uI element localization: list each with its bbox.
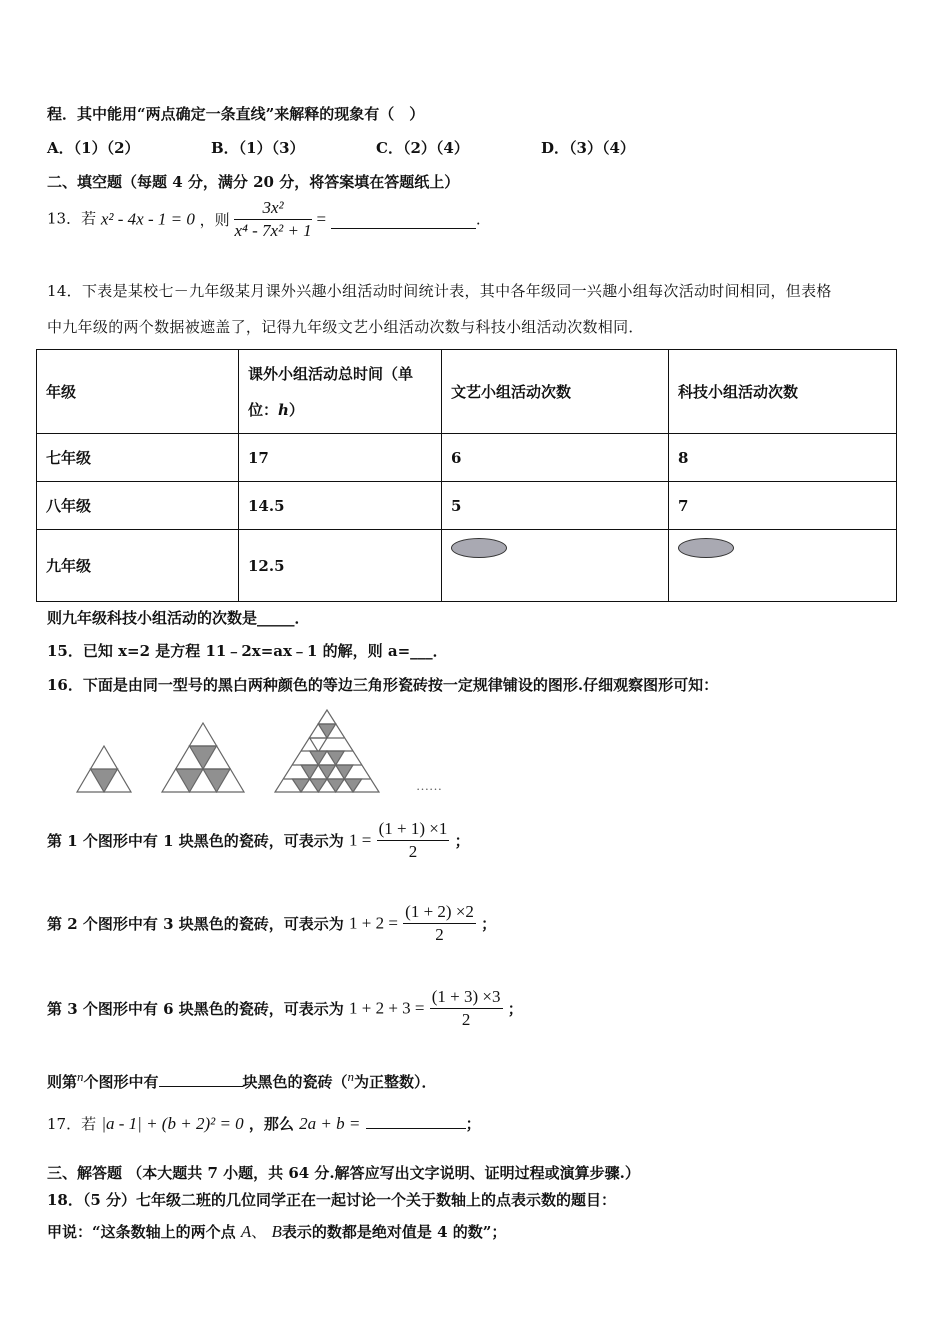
q16-final	[47, 1069, 437, 1092]
q12-option-d[interactable]: D．（3）（4）	[541, 139, 635, 157]
q16-line-3-fraction	[430, 986, 503, 1031]
q13-fraction	[234, 197, 311, 242]
q18-point-a: A	[240, 1222, 252, 1241]
section-2-heading: 二、填空题（每题 4 分，满分 20 分，将答案填在答题纸上）	[47, 173, 460, 191]
table-header-cell	[239, 350, 442, 434]
q13-middle: ，则	[199, 211, 230, 229]
q16-line-2-denominator: 2	[435, 925, 444, 944]
q14-line1: 14．下表是某校七－九年级某月课外兴趣小组活动时间统计表，其中各年级同一兴趣小组每次活动时间相同，但表格	[47, 282, 832, 300]
q17-middle: ，那么	[248, 1115, 294, 1133]
q16-line-1-lhs: 1 =	[349, 830, 372, 850]
q17	[47, 1113, 481, 1134]
q16-line-3-end: ；	[507, 1000, 523, 1018]
table-cell-tech: 7	[669, 482, 897, 530]
triangle-tiles-figure	[70, 706, 470, 798]
q16-intro: 16．下面是由同一型号的黑白两种颜色的等边三角形瓷砖按一定规律铺设的图形.仔细观察图形可知：	[47, 676, 719, 694]
q15-text: 15．已知 x=2 是方程 11﹣2x=ax﹣1 的解，则 a=___．	[47, 642, 448, 660]
table-cell-art: 6	[442, 434, 669, 482]
q16-line-2-fraction	[403, 901, 476, 946]
q12-tail: 程．其中能用“两点确定一条直线”来解释的现象有（ ）	[47, 105, 425, 123]
q16-line-1-numerator: (1 + 1) ×1	[377, 818, 450, 841]
table-row	[37, 530, 897, 602]
q16-line-3-text: 第 3 个图形中有 6 块黑色的瓷砖，可表示为	[47, 1000, 344, 1018]
q16-line-2-lhs: 1 + 2 =	[349, 913, 398, 933]
q13-prefix: 13．若	[47, 209, 97, 228]
triangle-figure-1	[77, 746, 131, 792]
q12-option-a[interactable]: A．（1）（2）	[47, 139, 140, 157]
figure-ellipsis: ……	[416, 778, 442, 793]
q16-final-b: 个图形中有	[83, 1073, 159, 1091]
table-header-cell: 科技小组活动次数	[669, 350, 897, 434]
q16-line-1-denominator: 2	[408, 842, 418, 861]
q17-answer-blank[interactable]	[366, 1127, 466, 1129]
table-cell-tech-covered	[669, 530, 897, 602]
q12-option-c[interactable]: C．（2）（4）	[376, 139, 469, 157]
q16-line-2-end: ；	[481, 915, 497, 933]
q16-line-1-text: 第 1 个图形中有 1 块黑色的瓷砖，可表示为	[47, 832, 344, 850]
q18-line2-b: 表示的数都是绝对值是 4 的数”；	[281, 1223, 507, 1241]
q16-final-a: 则第	[47, 1073, 78, 1091]
table-cell-art: 5	[442, 482, 669, 530]
q17-end: ；	[465, 1115, 481, 1133]
q18-line1: 18．（5 分）七年级二班的几位同学正在一起讨论一个关于数轴上的点表示数的题目：	[47, 1191, 617, 1209]
q16-line-2-text: 第 2 个图形中有 3 块黑色的瓷砖，可表示为	[47, 915, 344, 933]
q17-expression: |a - 1| + (b + 2)² = 0	[101, 1114, 244, 1133]
q16-line-2-numerator: (1 + 2) ×2	[403, 901, 476, 924]
q13-frac-denominator: x⁴ - 7x² + 1	[234, 221, 312, 240]
table-header-cell: 年级	[37, 350, 239, 434]
q18-line2	[47, 1221, 506, 1242]
table-cell-grade: 八年级	[37, 482, 239, 530]
q16-line-2	[47, 901, 496, 946]
q13-end: .	[475, 210, 481, 229]
q12-option-b[interactable]: B．（1）（3）	[211, 139, 305, 157]
q18-line2-a: 甲说：“这条数轴上的两个点	[47, 1223, 236, 1241]
q16-final-n2: n	[347, 1069, 355, 1084]
q14-line2: 中九年级的两个数据被遮盖了，记得九年级文艺小组活动次数与科技小组活动次数相同．	[47, 318, 644, 336]
triangle-figure-2	[162, 723, 244, 792]
q16-final-c: 块黑色的瓷砖（	[242, 1073, 348, 1091]
q17-target: 2a + b =	[299, 1114, 361, 1133]
table-cell-grade: 九年级	[37, 530, 239, 602]
q16-line-3-lhs: 1 + 2 + 3 =	[349, 998, 425, 1018]
table-row	[37, 434, 897, 482]
table-header-cell: 文艺小组活动次数	[442, 350, 669, 434]
q18-separator: 、	[251, 1223, 267, 1241]
q16-final-n: n	[77, 1069, 84, 1084]
q13-frac-numerator: 3x²	[234, 197, 311, 220]
q16-line-1-end: ；	[454, 832, 470, 850]
table-cell-time: 12.5	[239, 530, 442, 602]
q13-equals: =	[316, 209, 327, 229]
q16-line-3-numerator: (1 + 3) ×3	[430, 986, 503, 1009]
q13-equation: x² - 4x - 1 = 0	[100, 209, 195, 229]
triangle-figure-3	[275, 710, 379, 792]
table-row	[37, 482, 897, 530]
section-3-heading: 三、解答题 （本大题共 7 小题，共 64 分.解答应写出文字说明、证明过程或演算步骤.）	[47, 1164, 640, 1182]
header-time-line2: 位：	[248, 400, 279, 419]
q16-final-d: 为正整数）．	[354, 1073, 437, 1091]
table-cell-time: 14.5	[239, 482, 442, 530]
header-time-line1: 课外小组活动总时间（单	[248, 364, 414, 383]
q16-line-1-fraction	[377, 818, 450, 863]
table-cell-tech: 8	[669, 434, 897, 482]
cover-oval	[451, 538, 507, 558]
q16-line-3-denominator: 2	[461, 1010, 471, 1029]
table-cell-grade: 七年级	[37, 434, 239, 482]
q18-point-b: B	[271, 1222, 282, 1241]
q16-line-3	[47, 986, 523, 1031]
table-cell-art-covered	[442, 530, 669, 602]
q16-answer-blank[interactable]	[159, 1085, 243, 1087]
header-time-close: ）	[288, 400, 304, 419]
header-time-unit: h	[278, 400, 289, 419]
q17-prefix: 17．若	[47, 1115, 97, 1133]
q16-line-1	[47, 818, 470, 863]
cover-oval	[678, 538, 734, 558]
q14-question: 则九年级科技小组活动的次数是_____．	[47, 609, 310, 627]
table-header-row	[37, 350, 897, 434]
q13	[47, 197, 481, 242]
table-cell-time: 17	[239, 434, 442, 482]
activity-table	[36, 349, 897, 602]
q13-answer-blank[interactable]	[331, 227, 476, 229]
